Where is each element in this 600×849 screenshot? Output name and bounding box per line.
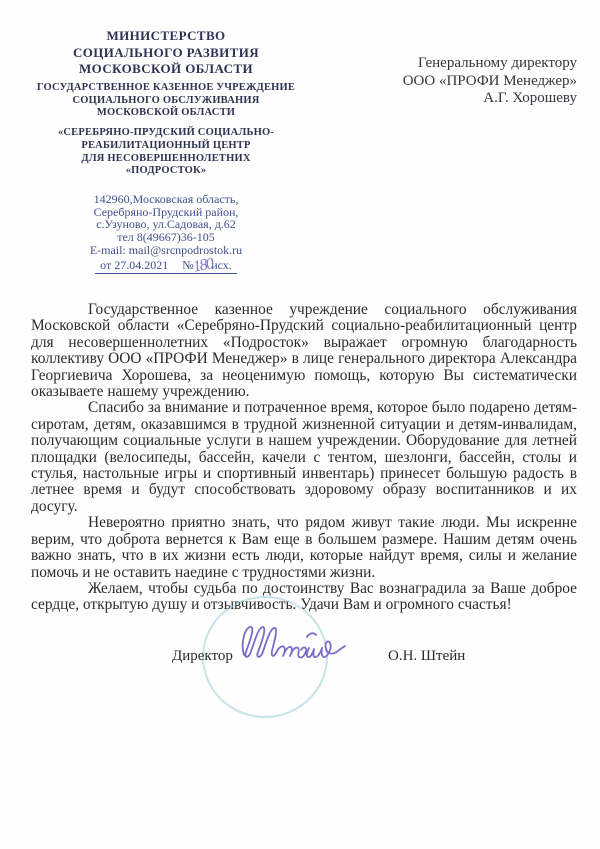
phone-line: тел 8(49667)36-105 — [117, 230, 215, 245]
center-name-line: ДЛЯ НЕСОВЕРШЕННОЛЕТНИХ — [81, 152, 251, 164]
center-name-line: «ПОДРОСТОК» — [125, 165, 207, 177]
signer-position: Директор — [172, 648, 233, 664]
center-name — [30, 127, 302, 178]
ministry-line: СОЦИАЛЬНОГО РАЗВИТИЯ — [72, 44, 260, 60]
center-name-line: «СЕРЕБРЯНО-ПРУДСКИЙ СОЦИАЛЬНО- — [57, 127, 275, 139]
address-line: с.Узуново, ул.Садовая, д.62 — [96, 217, 236, 232]
paragraph-thanks: Спасибо за внимание и потраченное время, которое было подарено детям-сиротам, детям, оказавшимся в трудной жизненной ситуации и детям-инвалидам, получающим социальные услуги в нашем учреждении. Оборудование для летней площадки (велосипеды, бассейн, качели с тентом, шезлонги, бассейн, столы и стулья, настольные игры и спортивный инвентарь) принесет большую радость в летнее время и будут способствовать здоровому образу воспитанников и их досугу. — [31, 399, 577, 515]
recipient-company: ООО «ПРОФИ Менеджер» — [402, 72, 577, 89]
handwritten-signature-icon — [237, 615, 349, 673]
institution-line: МОСКОВСКОЙ ОБЛАСТИ — [96, 107, 236, 119]
address-line: 142960,Московская область, — [93, 191, 239, 206]
outgoing-number-line — [95, 255, 237, 277]
recipient-name: А.Г. Хорошеву — [483, 90, 577, 107]
letter-body — [31, 302, 577, 614]
address-line: Серебряно-Прудский район, — [93, 204, 239, 219]
recipient-block — [403, 55, 577, 108]
ministry-name — [30, 28, 302, 78]
paragraph-wishes: Желаем, чтобы судьба по достоинству Вас вознаградила за Ваше доброе сердце, открытую душу и отзывчивость. Удачи Вам и огромного счастья! — [31, 579, 577, 614]
ministry-line: МОСКОВСКОЙ ОБЛАСТИ — [79, 61, 253, 76]
institution-line: СОЦИАЛЬНОГО ОБСЛУЖИВАНИЯ — [72, 94, 260, 106]
contact-address-block — [30, 193, 302, 257]
letterhead — [30, 28, 302, 277]
number-suffix: исх. — [211, 258, 232, 273]
reference-line — [30, 255, 302, 277]
email-line: E-mail: mail@srcnpodrostok.ru — [89, 242, 243, 257]
handwritten-outgoing-number: 180 — [191, 255, 214, 277]
institution-name — [30, 82, 302, 120]
ministry-line: МИНИСТЕРСТВО — [106, 28, 226, 43]
number-sign: № — [182, 258, 194, 273]
paragraph-gratitude: Государственное казенное учреждение социального обслуживания Московской области «Серебряно-Прудский социально-реабилитационный центр для несовершеннолетних «Подросток» выражает огромную благодарность коллективу ООО «ПРОФИ Менеджер» в лице генерального директора Александра Георгиевича Хорошева, за неоценимую помощь, которую Вы систематически оказываете нашему учреждению. — [31, 301, 577, 401]
letter-date: от 27.04.2021 — [100, 258, 169, 273]
paragraph-kind-people: Невероятно приятно знать, что рядом живут такие люди. Мы искренне верим, что доброта вернется к Вам еще в большем размере. Нашим детям очень важно знать, что в их жизни есть люди, которые найдут время, силы и желание помочь и не оставить наедине с трудностями жизни. — [31, 514, 577, 581]
recipient-position: Генеральному директору — [417, 55, 577, 71]
signer-name: О.Н. Штейн — [388, 648, 466, 664]
institution-line: ГОСУДАРСТВЕННОЕ КАЗЕННОЕ УЧРЕЖДЕНИЕ — [36, 82, 296, 93]
center-name-line: РЕАБИЛИТАЦИОННЫЙ ЦЕНТР — [81, 139, 251, 151]
